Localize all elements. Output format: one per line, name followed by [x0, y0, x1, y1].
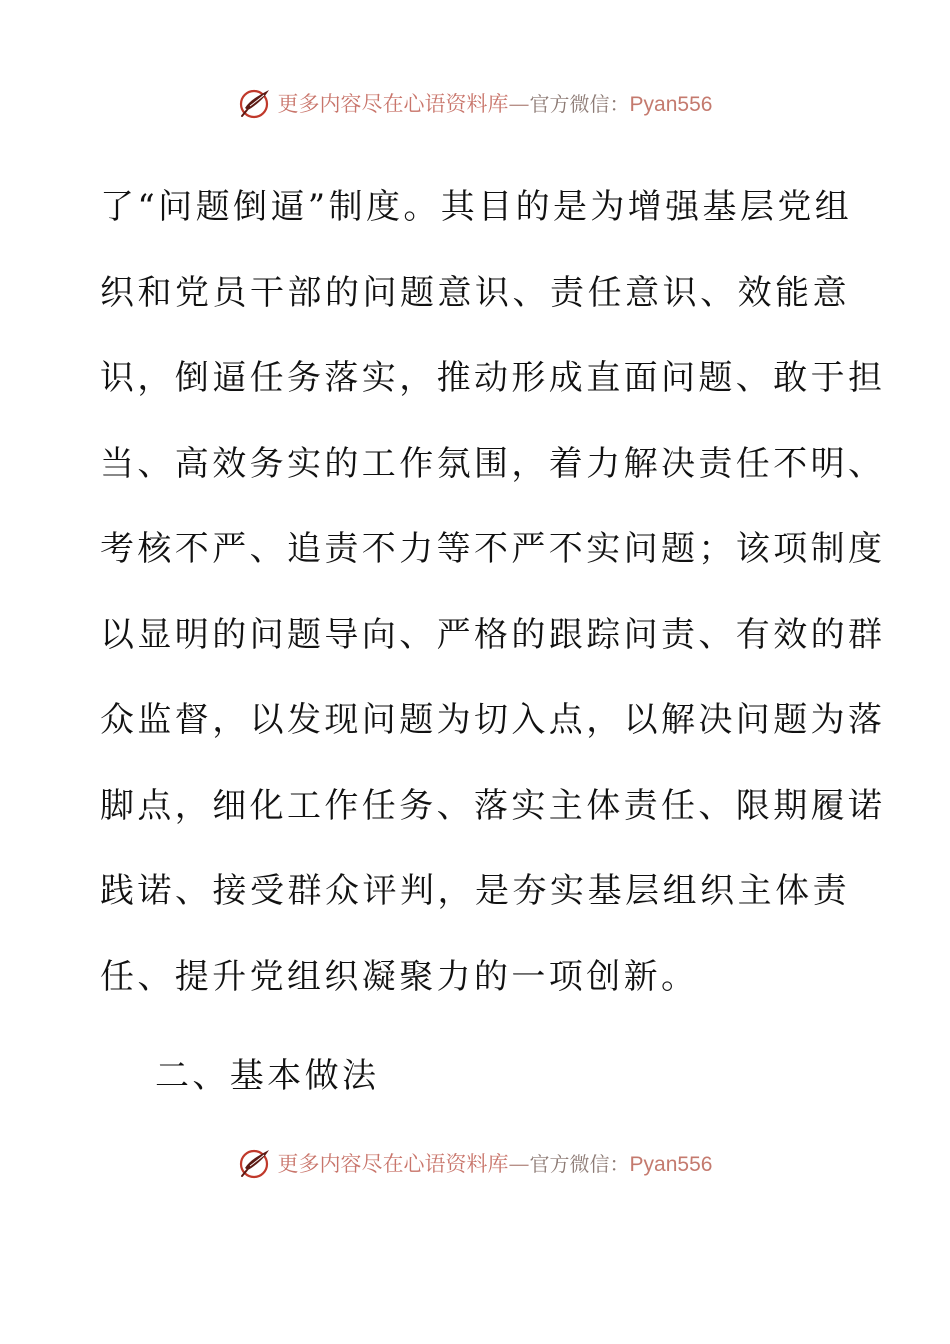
section-heading: 二、基本做法: [155, 1056, 380, 1096]
paragraph-line: 识，倒逼任务落实，推动形成直面问题、敢于担: [100, 358, 886, 398]
quill-logo-icon: [238, 86, 272, 120]
paragraph-line: 织和党员干部的问题意识、责任意识、效能意: [100, 272, 850, 313]
body-paragraph: [100, 165, 886, 1020]
paragraph-line: 了“问题倒逼”制度。其目的是为增强基层党组: [100, 187, 853, 227]
watermark-library-name: 更多内容尽在心语资料库: [277, 1152, 509, 1176]
paragraph-line: 众监督，以发现问题为切入点，以解决问题为落: [100, 700, 886, 740]
paragraph-line: 当、高效务实的工作氛围，着力解决责任不明、: [100, 443, 886, 484]
watermark-dash: —: [508, 1152, 530, 1176]
watermark-official-label: 官方微信：: [529, 92, 630, 116]
quill-logo-icon: [238, 1146, 272, 1180]
watermark-official-label: 官方微信：: [529, 1152, 630, 1176]
paragraph-line: 以显明的问题导向、严格的跟踪问责、有效的群: [100, 614, 886, 655]
paragraph-line: 考核不严、追责不力等不严不实问题；该项制度: [100, 529, 886, 569]
paragraph-line: 践诺、接受群众评判，是夯实基层组织主体责: [100, 871, 850, 911]
header-watermark: [0, 78, 950, 128]
footer-watermark: [0, 1138, 950, 1188]
watermark-text: [278, 88, 713, 118]
watermark-text: [278, 1148, 713, 1178]
watermark-library-name: 更多内容尽在心语资料库: [277, 92, 509, 116]
watermark-wechat-id: Pyan556: [629, 1153, 713, 1176]
watermark-wechat-id: Pyan556: [629, 93, 713, 116]
paragraph-line: 任、提升党组织凝聚力的一项创新。: [100, 956, 699, 997]
paragraph-line: 脚点，细化工作任务、落实主体责任、限期履诺: [100, 785, 886, 826]
watermark-dash: —: [508, 92, 530, 116]
